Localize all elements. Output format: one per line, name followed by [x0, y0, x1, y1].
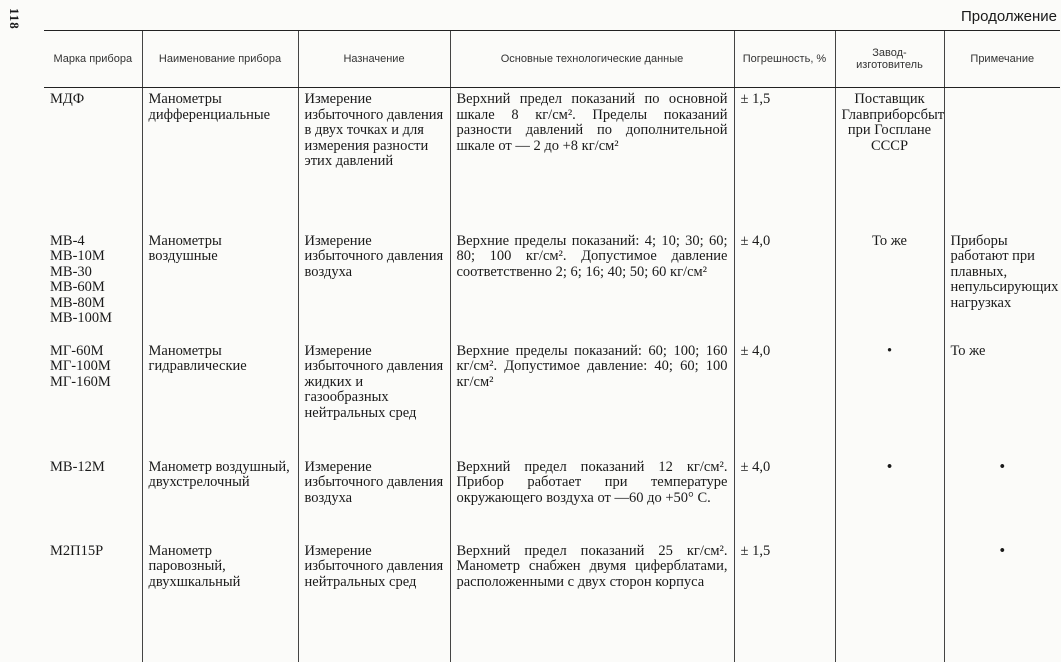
cell-mark: МВ-4 МВ-10М МВ-30 МВ-60М МВ-80М МВ-100М [50, 232, 113, 326]
table-row [44, 456, 1060, 540]
cell-note [944, 456, 1060, 540]
cell-purpose: Измерение избыточного давления жидких и газообразных нейтральных сред [298, 340, 450, 456]
cell-name: Манометры гидравлические [142, 340, 298, 456]
instrument-table [44, 30, 1060, 662]
cell-maker: Поставщик Главприборсбыт при Госплане СССР [835, 88, 944, 230]
header-name: Наименование прибора [142, 31, 298, 88]
cell-mark: МГ-60М МГ-100М МГ-160М [50, 342, 111, 390]
page-number: 118 [7, 8, 22, 30]
ditto-mark: • [999, 542, 1005, 559]
table-header-row [44, 31, 1060, 88]
cell-name: Манометры дифференциальные [142, 88, 298, 230]
cell-data: Верхние пределы показаний: 4; 10; 30; 60; 80; 100 кг/см². Допустимое давление соответственно 2; 6; 16; 40; 50; 60 кг/см² [450, 230, 734, 340]
cell-purpose: Измерение избыточного давления воздуха [298, 230, 450, 340]
cell-data: Верхний предел показаний 12 кг/см². Прибор работает при температуре окружающего воздуха от —60 до +50° С. [450, 456, 734, 540]
cell-maker [835, 540, 944, 662]
cell-maker [835, 456, 944, 540]
cell-data: Верхний предел показаний 25 кг/см². Манометр снабжен двумя циферблатами, расположенными с двух сторон корпуса [450, 540, 734, 662]
cell-name: Манометр паровозный, двухшкальный [142, 540, 298, 662]
header-maker: Завод-изготовитель [835, 31, 944, 88]
table-row [44, 88, 1060, 230]
cell-name: Манометр воздушный, двухстрелочный [142, 456, 298, 540]
cell-note [944, 540, 1060, 662]
cell-mark: МДФ [50, 91, 85, 107]
cell-purpose: Измерение избыточного давления нейтральных сред [298, 540, 450, 662]
cell-error: ± 1,5 [734, 540, 835, 662]
cell-error: ± 4,0 [734, 340, 835, 456]
ditto-mark: • [999, 458, 1005, 475]
header-data: Основные технологические данные [450, 31, 734, 88]
ditto-mark: • [886, 458, 893, 475]
cell-maker: То же [835, 230, 944, 340]
cell-error: ± 1,5 [734, 88, 835, 230]
cell-data: Верхние пределы показаний: 60; 100; 160 кг/см². Допустимое давление: 40; 60; 100 кг/см² [450, 340, 734, 456]
header-mark: Марка прибора [44, 31, 142, 88]
cell-maker: • [835, 340, 944, 456]
table-row [44, 230, 1060, 340]
cell-error: ± 4,0 [734, 456, 835, 540]
cell-note: Приборы работают при плавных, непульсирующих нагрузках [944, 230, 1060, 340]
cell-note [944, 88, 1060, 230]
header-purpose: Назначение [298, 31, 450, 88]
cell-mark: МВ-12М [50, 458, 105, 475]
table-row [44, 540, 1060, 662]
cell-data: Верхний предел показаний по основной шкале 8 кг/см². Пределы показаний разности давлений по дополнительной шкале от — 2 до +8 кг/см² [450, 88, 734, 230]
cell-note: То же [944, 340, 1060, 456]
table-row [44, 340, 1060, 456]
cell-purpose: Измерение избыточного давления в двух точках и для измерения разности этих давлений [298, 88, 450, 230]
cell-error: ± 4,0 [734, 230, 835, 340]
header-error: Погрешность, % [734, 31, 835, 88]
cell-purpose: Измерение избыточного давления воздуха [298, 456, 450, 540]
cell-name: Манометры воздушные [142, 230, 298, 340]
header-note: Примечание [944, 31, 1060, 88]
continuation-label: Продолжение [960, 8, 1057, 25]
cell-mark: М2П15Р [50, 542, 104, 559]
